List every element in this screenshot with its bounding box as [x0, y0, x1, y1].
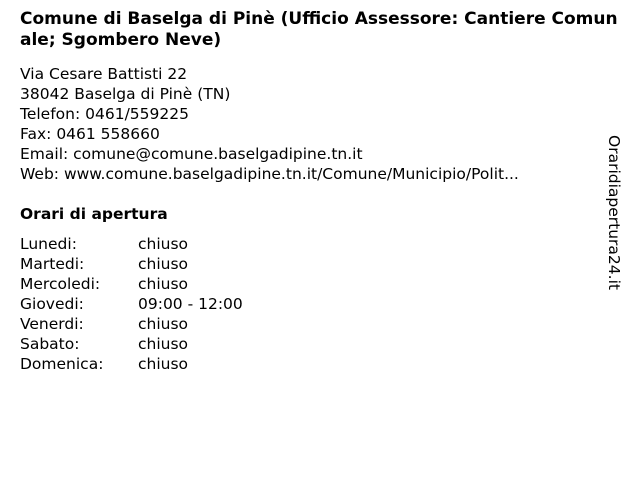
page-title: Comune di Baselga di Pinè (Ufficio Assessore: Cantiere Comunale; Sgombero Neve)	[20, 9, 618, 50]
site-watermark: Oraridiapertura24.it	[605, 135, 623, 290]
time-value: chiuso	[138, 235, 189, 253]
day-label: Martedi:	[20, 255, 85, 273]
time-value: chiuso	[138, 335, 189, 353]
day-label: Mercoledi:	[20, 275, 101, 293]
web-line: Web: www.comune.baselgadipine.tn.it/Comune/Municipio/Polit...	[20, 165, 519, 183]
hours-row-thursday	[20, 294, 243, 314]
day-label: Venerdi:	[20, 315, 84, 333]
hours-row-tuesday	[20, 254, 243, 274]
day-label: Sabato:	[20, 335, 80, 353]
day-label: Lunedi:	[20, 235, 77, 253]
hours-row-monday	[20, 234, 243, 254]
hours-heading: Orari di apertura	[20, 205, 168, 223]
address-city: 38042 Baselga di Pinè (TN)	[20, 85, 231, 103]
email-line: Email: comune@comune.baselgadipine.tn.it	[20, 145, 363, 163]
time-value: chiuso	[138, 315, 189, 333]
hours-row-sunday	[20, 354, 243, 374]
contact-block	[20, 64, 600, 184]
day-label: Domenica:	[20, 355, 104, 373]
day-label: Giovedi:	[20, 295, 84, 313]
hours-row-wednesday	[20, 274, 243, 294]
hours-row-saturday	[20, 334, 243, 354]
address-street: Via Cesare Battisti 22	[20, 65, 188, 83]
time-value: chiuso	[138, 275, 189, 293]
time-value: 09:00 - 12:00	[138, 295, 243, 313]
fax-line: Fax: 0461 558660	[20, 125, 160, 143]
hours-row-friday	[20, 314, 243, 334]
time-value: chiuso	[138, 255, 189, 273]
phone-line: Telefon: 0461/559225	[20, 105, 189, 123]
time-value: chiuso	[138, 355, 189, 373]
opening-hours-table	[20, 234, 243, 374]
